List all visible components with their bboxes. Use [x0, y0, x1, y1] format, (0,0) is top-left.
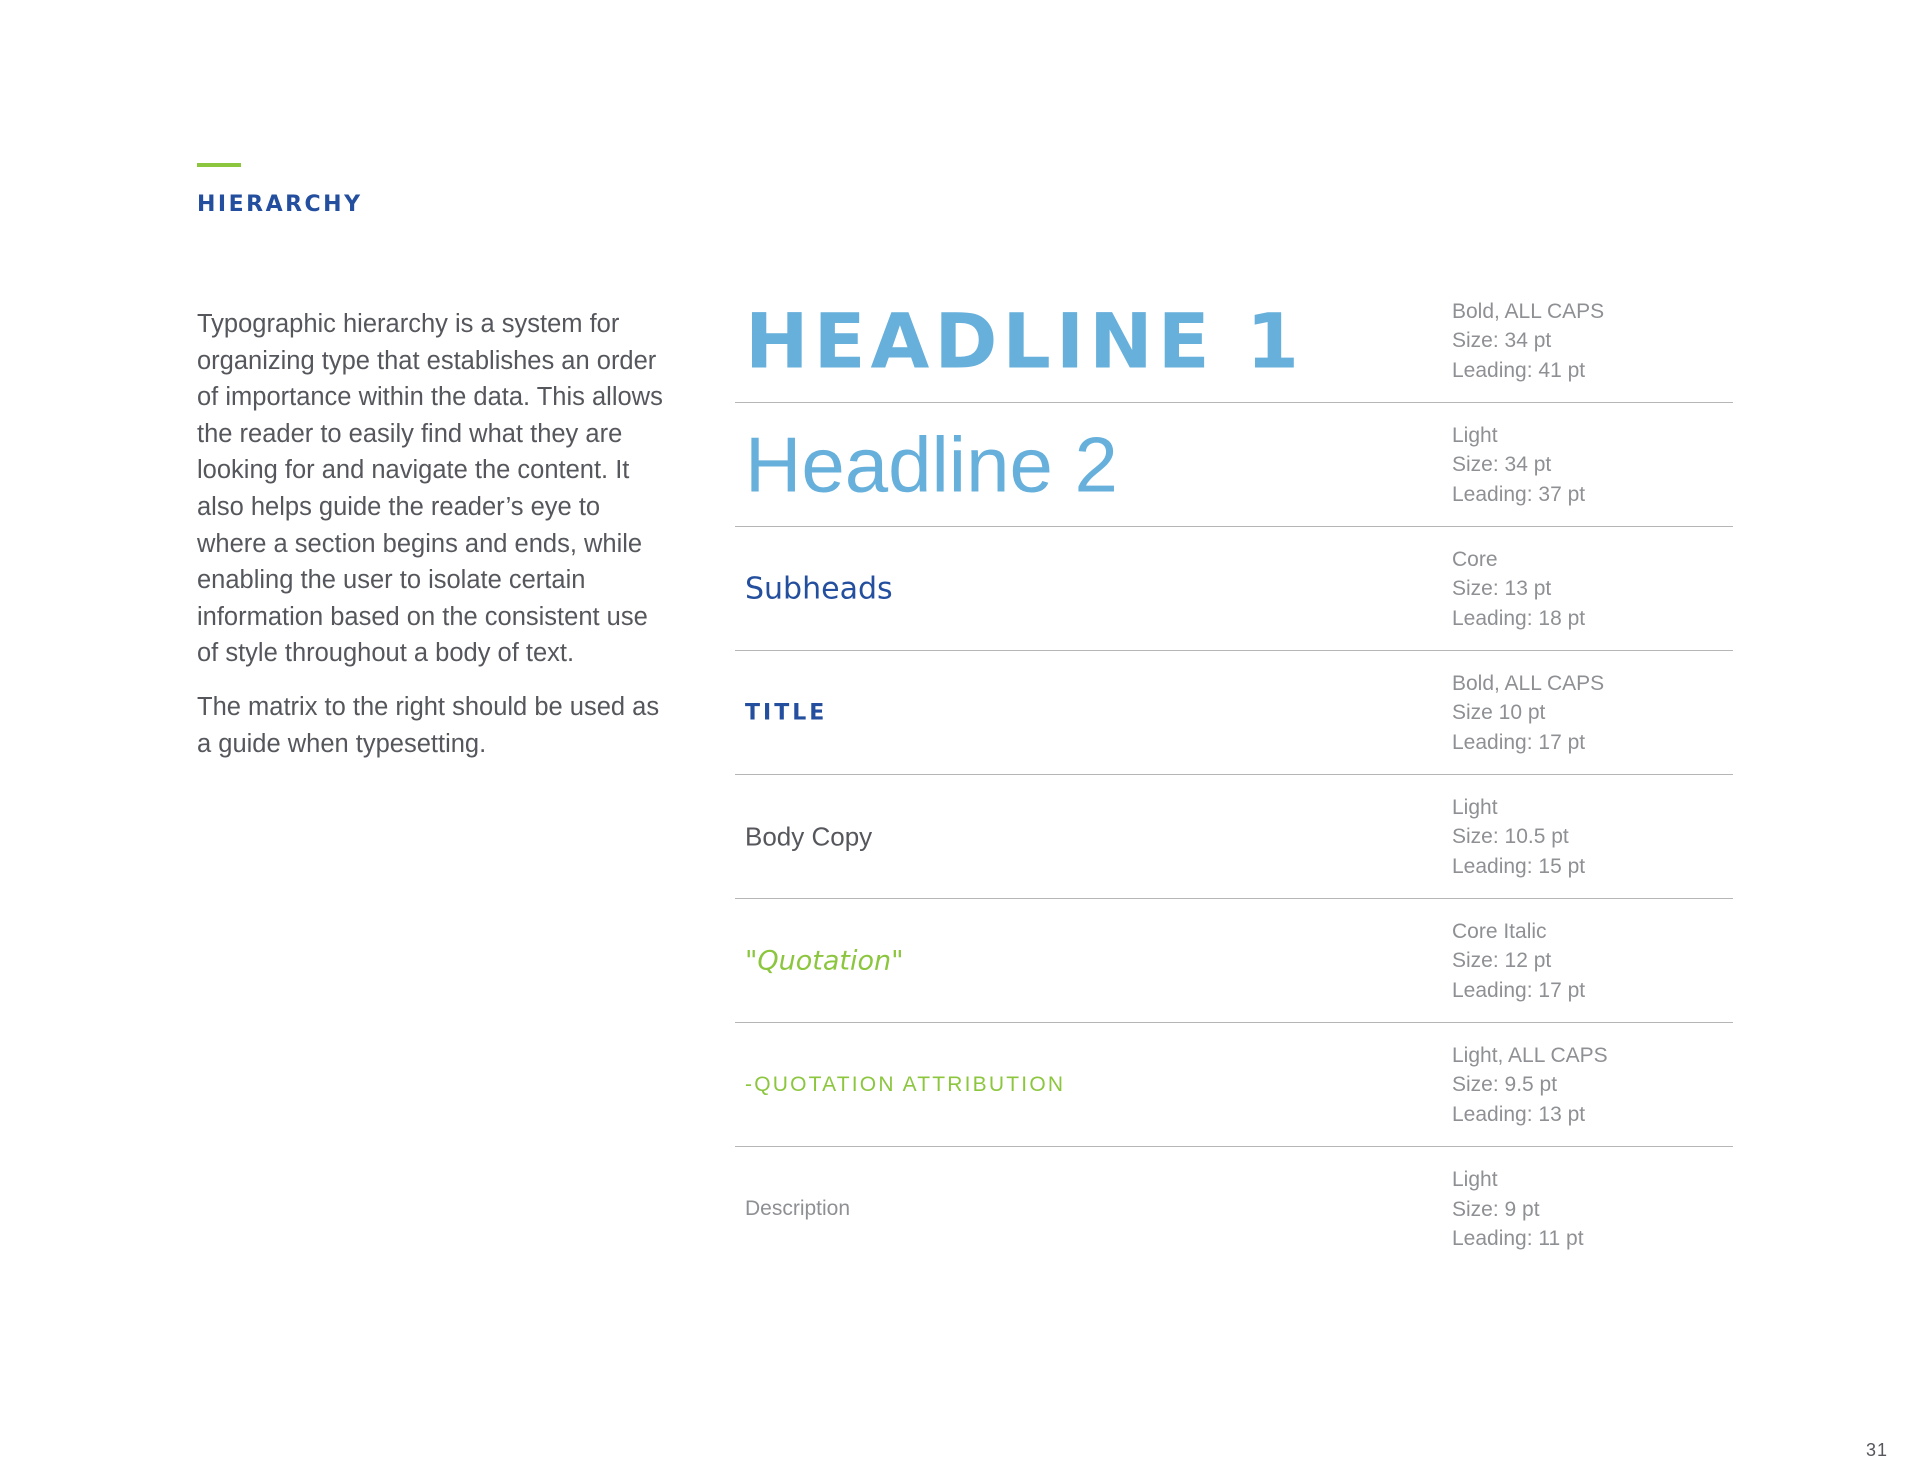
matrix-row-quotation-attribution: [735, 1023, 1733, 1147]
spec-size: Size 10 pt: [1452, 700, 1546, 724]
matrix-row-body-copy: [735, 775, 1733, 899]
spec-weight: Light: [1452, 795, 1498, 819]
spec-weight: Core: [1452, 547, 1498, 571]
sample-quotation-attribution: -QUOTATION ATTRIBUTION: [745, 1072, 1066, 1096]
spec-weight: Bold, ALL CAPS: [1452, 299, 1605, 323]
spec-size: Size: 9.5 pt: [1452, 1072, 1558, 1096]
spec-size: Size: 34 pt: [1452, 452, 1552, 476]
spec-leading: Leading: 41 pt: [1452, 358, 1586, 382]
spec-leading: Leading: 17 pt: [1452, 978, 1586, 1002]
spec-size: Size: 9 pt: [1452, 1197, 1540, 1221]
typography-matrix: [735, 279, 1733, 1271]
intro-paragraph: Typographic hierarchy is a system for organizing type that establishes an order of importance within the data. This allows the reader to easily find what they are looking for and navigate the content. It also helps guide the reader’s eye to where a section begins and ends, while enabling the user to isolate certain information based on the consistent use of style throughout a body of text.: [197, 310, 663, 668]
spec-size: Size: 10.5 pt: [1452, 824, 1569, 848]
intro-text: [197, 306, 667, 779]
intro-paragraph: The matrix to the right should be used as a guide when typesetting.: [197, 692, 660, 758]
spec-title: [1452, 668, 1604, 757]
page-number: 31: [1866, 1440, 1889, 1460]
spec-leading: Leading: 17 pt: [1452, 730, 1586, 754]
section-label: HIERARCHY: [197, 192, 363, 217]
spec-leading: Leading: 15 pt: [1452, 854, 1586, 878]
spec-leading: Leading: 11 pt: [1452, 1226, 1584, 1250]
sample-headline-1: HEADLINE 1: [745, 296, 1304, 385]
sample-body-copy: Body Copy: [745, 821, 873, 851]
spec-weight: Core Italic: [1452, 919, 1547, 943]
sample-subheads: Subheads: [745, 571, 893, 606]
spec-leading: Leading: 13 pt: [1452, 1102, 1586, 1126]
spec-size: Size: 12 pt: [1452, 948, 1552, 972]
spec-weight: Light, ALL CAPS: [1452, 1043, 1608, 1067]
spec-leading: Leading: 18 pt: [1452, 606, 1586, 630]
spec-quotation: [1452, 916, 1585, 1005]
spec-body-copy: [1452, 792, 1585, 881]
sample-quotation: "Quotation": [745, 945, 904, 976]
spec-size: Size: 34 pt: [1452, 328, 1552, 352]
matrix-row-description: [735, 1147, 1733, 1271]
matrix-row-quotation: [735, 899, 1733, 1023]
sample-description: Description: [745, 1197, 851, 1220]
spec-subheads: [1452, 544, 1585, 633]
spec-headline-2: [1452, 420, 1585, 509]
sample-title: TITLE: [745, 700, 828, 725]
section-accent-rule: [197, 163, 241, 167]
spec-headline-1: [1452, 296, 1604, 385]
matrix-row-title: [735, 651, 1733, 775]
matrix-row-subheads: [735, 527, 1733, 651]
spec-weight: Light: [1452, 423, 1498, 447]
spec-quotation-attribution: [1452, 1040, 1608, 1129]
spec-size: Size: 13 pt: [1452, 576, 1552, 600]
spec-weight: Bold, ALL CAPS: [1452, 671, 1605, 695]
spec-description: [1452, 1165, 1584, 1254]
spec-weight: Light: [1452, 1167, 1498, 1191]
matrix-row-headline-2: [735, 403, 1733, 527]
matrix-row-headline-1: [735, 279, 1733, 403]
spec-leading: Leading: 37 pt: [1452, 482, 1586, 506]
sample-headline-2: Headline 2: [745, 420, 1118, 508]
